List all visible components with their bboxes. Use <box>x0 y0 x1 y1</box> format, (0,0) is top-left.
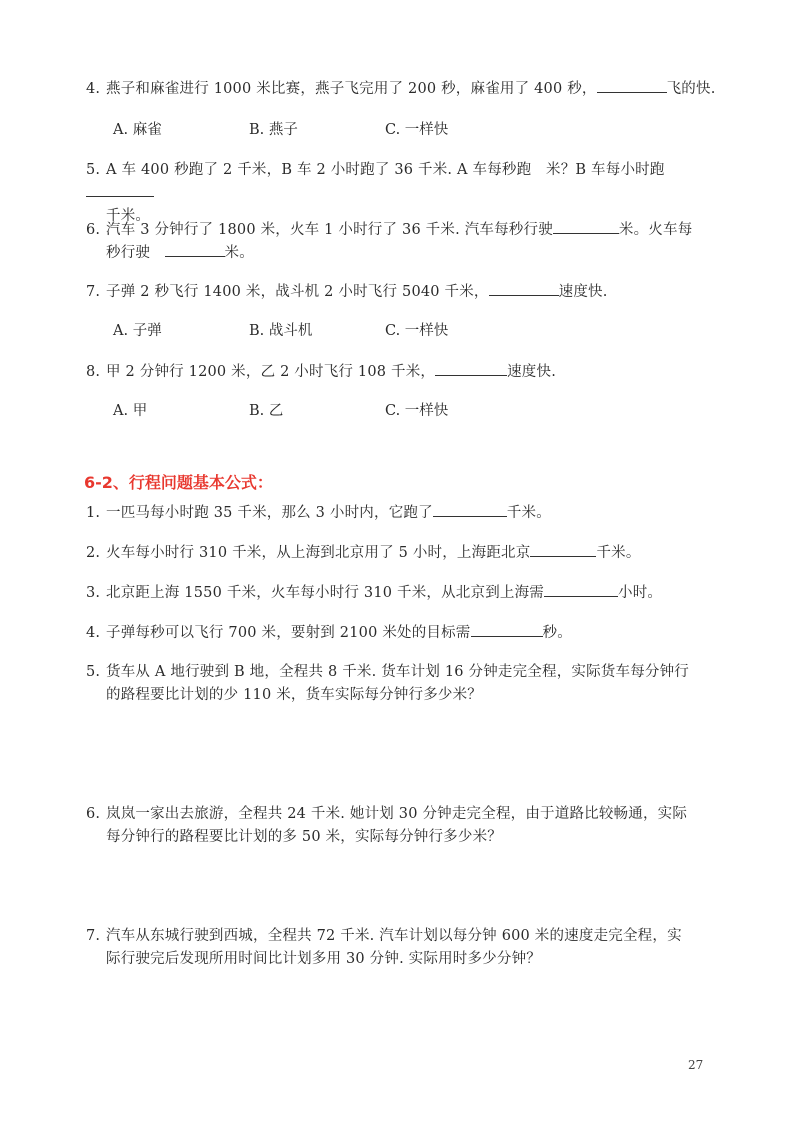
question-5 <box>86 159 716 228</box>
question-text-line1b: 米。火车每 <box>618 222 693 238</box>
question-7 <box>86 281 716 304</box>
question-text: 北京距上海 1550 千米，火车每小时行 310 千米，从北京到上海需 <box>106 585 545 601</box>
answer-blank[interactable] <box>553 219 619 234</box>
answer-blank[interactable] <box>489 281 559 296</box>
answer-blank[interactable] <box>435 361 507 376</box>
question-text: 子弹 2 秒飞行 1400 米，战斗机 2 小时飞行 5040 千米， <box>106 284 489 300</box>
page-number: 27 <box>688 1058 704 1072</box>
formula-question-1 <box>86 502 716 525</box>
option-c[interactable]: C. 一样快 <box>385 122 449 138</box>
question-number: 3. <box>86 585 101 601</box>
question-text: 子弹每秒可以飞行 700 米，要射到 2100 米处的目标需 <box>106 625 471 641</box>
question-6 <box>86 219 716 265</box>
question-number: 6. <box>86 806 101 822</box>
question-4-options <box>113 120 521 140</box>
question-text-line1a: 汽车 3 分钟行了 1800 米，火车 1 小时行了 36 千米. 汽车每秒行驶 <box>106 222 553 238</box>
question-4 <box>86 78 716 101</box>
question-number: 5. <box>86 664 101 680</box>
question-number: 7. <box>86 284 101 300</box>
formula-question-5 <box>86 661 716 707</box>
question-number: 5. <box>86 162 101 178</box>
question-tail: 速度快. <box>507 364 557 380</box>
question-number: 7. <box>86 928 101 944</box>
question-tail: 速度快. <box>558 284 608 300</box>
question-text-line2: 千米。 <box>106 208 151 224</box>
option-a[interactable]: A. 麻雀 <box>113 122 162 138</box>
answer-blank[interactable] <box>471 622 543 637</box>
question-tail: 千米。 <box>596 545 641 561</box>
answer-blank[interactable] <box>86 182 154 197</box>
question-text-line1: 岚岚一家出去旅游，全程共 24 千米. 她计划 30 分钟走完全程，由于道路比较畅通，实际 <box>106 806 688 822</box>
question-tail: 千米。 <box>506 505 551 521</box>
question-text-line2: 每分钟行的路程要比计划的多 50 米，实际每分钟行多少米？ <box>106 829 502 845</box>
question-text-line1: 汽车从东城行驶到西城，全程共 72 千米. 汽车计划以每分钟 600 米的速度走完全程，实 <box>106 928 682 944</box>
option-b[interactable]: B. 乙 <box>249 403 284 419</box>
section-title: 6-2、行程问题基本公式： <box>84 473 273 492</box>
question-tail: 小时。 <box>618 585 663 601</box>
question-text-line1: 货车从 A 地行驶到 B 地，全程共 8 千米. 货车计划 16 分钟走完全程，实际货车每分钟行 <box>106 664 689 680</box>
answer-blank[interactable] <box>530 542 596 557</box>
question-text-line2: 际行驶完后发现所用时间比计划多用 30 分钟. 实际用时多少分钟？ <box>106 951 541 967</box>
question-8-options <box>113 401 521 421</box>
question-7-options <box>113 321 521 341</box>
formula-question-2 <box>86 542 716 565</box>
formula-question-4 <box>86 622 716 645</box>
question-text: 甲 2 分钟行 1200 米，乙 2 小时飞行 108 千米， <box>106 364 436 380</box>
option-a[interactable]: A. 子弹 <box>113 323 162 339</box>
question-number: 4. <box>86 81 101 97</box>
question-number: 8. <box>86 364 101 380</box>
formula-question-7 <box>86 925 716 971</box>
formula-question-6 <box>86 803 716 849</box>
question-text: 燕子和麻雀进行 1000 米比赛，燕子飞完用了 200 秒，麻雀用了 400 秒， <box>106 81 597 97</box>
answer-blank[interactable] <box>597 78 667 93</box>
answer-blank[interactable] <box>433 502 507 517</box>
question-tail: 秒。 <box>542 625 572 641</box>
option-b[interactable]: B. 战斗机 <box>249 323 313 339</box>
question-number: 4. <box>86 625 101 641</box>
question-text-line2a: 秒行驶 <box>106 245 151 261</box>
question-number: 6. <box>86 222 101 238</box>
question-8 <box>86 361 716 384</box>
answer-blank[interactable] <box>544 582 618 597</box>
question-number: 2. <box>86 545 101 561</box>
question-text-line2: 的路程要比计划的少 110 米，货车实际每分钟行多少米？ <box>106 687 482 703</box>
question-tail: 飞的快. <box>666 81 716 97</box>
question-text: 一匹马每小时跑 35 千米，那么 3 小时内，它跑了 <box>106 505 433 521</box>
question-text: 火车每小时行 310 千米，从上海到北京用了 5 小时，上海距北京 <box>106 545 531 561</box>
question-text-line2b: 米。 <box>224 245 254 261</box>
answer-blank[interactable] <box>165 242 225 257</box>
option-c[interactable]: C. 一样快 <box>385 323 449 339</box>
question-number: 1. <box>86 505 101 521</box>
option-b[interactable]: B. 燕子 <box>249 122 298 138</box>
option-c[interactable]: C. 一样快 <box>385 403 449 419</box>
option-a[interactable]: A. 甲 <box>113 403 148 419</box>
question-text-line1: A 车 400 秒跑了 2 千米，B 车 2 小时跑了 36 千米. A 车每秒跑 米？B 车每小时跑 <box>106 162 665 178</box>
formula-question-3 <box>86 582 716 605</box>
